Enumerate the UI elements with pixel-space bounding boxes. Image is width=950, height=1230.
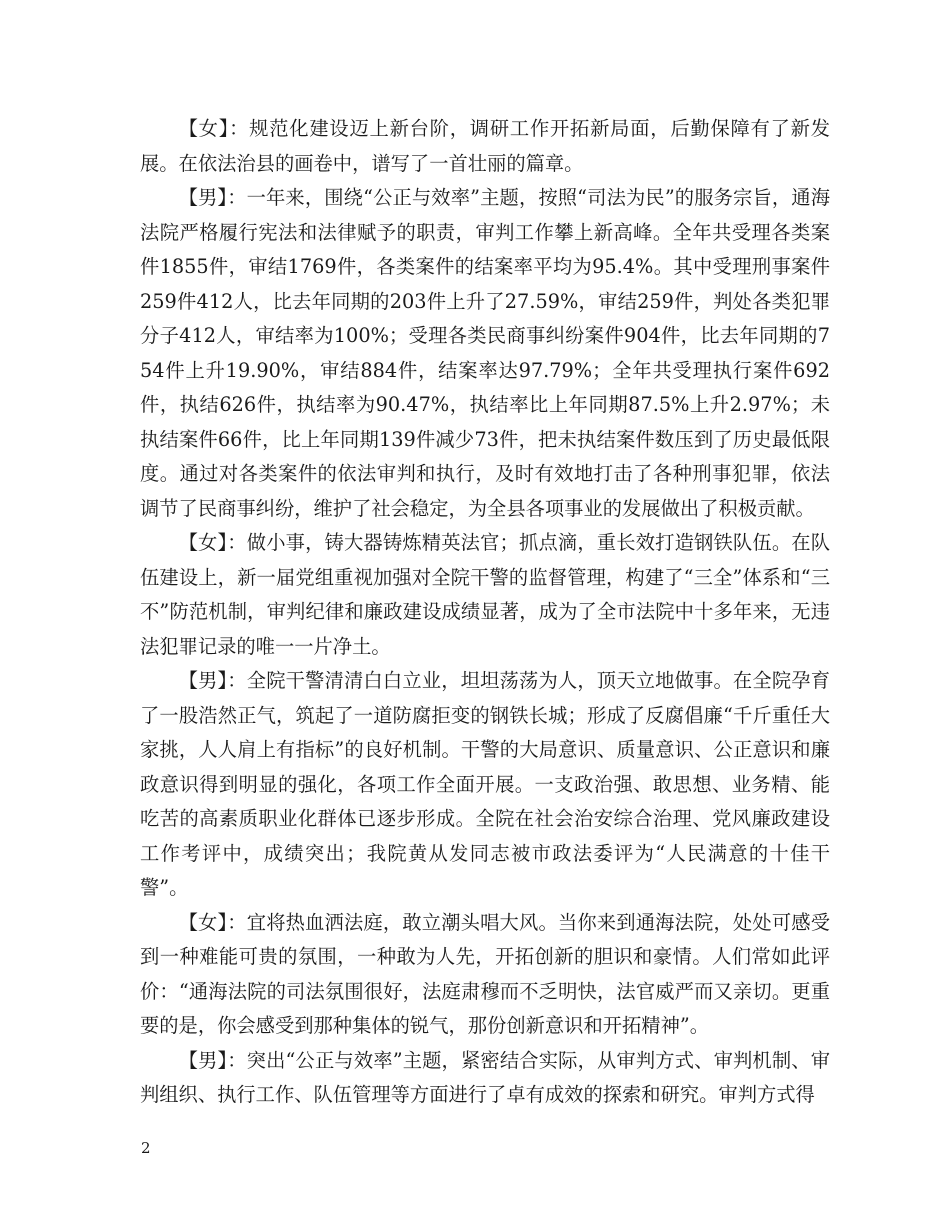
speaker-label: 【女】: [178, 531, 228, 554]
paragraph-text: ：规范化建设迈上新台阶，调研工作开拓新局面，后勤保障有了新发展。在依法治县的画卷中，谱写了一首壮丽的篇章。: [140, 117, 831, 175]
paragraph-text: ：宜将热血洒法庭，敢立潮头唱大风。当你来到通海法院，处处可感受到一种难能可贵的氛围，一种敢为人先，开拓创新的胆识和豪情。人们常如此评价：“通海法院的司法氛围很好，法庭肃穆而不乏明快，法官威严而又亲切。更重要的是，你会感受到那种集体的锐气，那份创新意识和开拓精神”。: [140, 910, 830, 1037]
paragraph-male-2: [140, 664, 830, 906]
paragraph-text: ：全院干警清清白白立业，坦坦荡荡为人，顶天立地做事。在全院孕育了一股浩然正气，筑起了一道防腐拒变的钢铁长城；形成了反腐倡廉“千斤重任大家挑，人人肩上有指标”的良好机制。干警的大局意识、质量意识、公正意识和廉政意识得到明显的强化，各项工作全面开展。一支政治强、敢思想、业务精、能吃苦的高素质职业化群体已逐步形成。全院在社会治安综合治理、党风廉政建设工作考评中，成绩突出；我院黄从发同志被市政法委评为“人民满意的十佳干警”。: [140, 669, 830, 899]
paragraph-text: ：做小事，铸大器铸炼精英法官；抓点滴，重长效打造钢铁队伍。在队伍建设上，新一届党组重视加强对全院干警的监督管理，构建了“三全”体系和“三不”防范机制，审判纪律和廉政建设成绩显著，成为了全市法院中十多年来，无违法犯罪记录的唯一一片净土。: [140, 531, 830, 658]
speaker-label: 【女】: [178, 117, 230, 140]
speaker-label: 【男】: [178, 1048, 228, 1072]
paragraph-female-3: [140, 906, 830, 1044]
paragraph-male-1: [140, 181, 830, 526]
paragraph-text: ：突出“公正与效率”主题，紧密结合实际，从审判方式、审判机制、审判组织、执行工作、队伍管理等方面进行了卓有成效的探索和研究。审判方式得: [140, 1048, 831, 1106]
speaker-label: 【男】: [178, 186, 228, 209]
paragraph-female-1: [140, 112, 830, 181]
paragraph-male-3: [140, 1044, 830, 1113]
body-text: [140, 112, 830, 1113]
speaker-label: 【女】: [178, 910, 228, 934]
page-number: 2: [141, 1139, 151, 1157]
speaker-label: 【男】: [178, 669, 228, 692]
paragraph-text: ：一年来，围绕“公正与效率”主题，按照“司法为民”的服务宗旨，通海法院严格履行宪法和法律赋予的职责，审判工作攀上新高峰。全年共受理各类案件1855件，审结1769件，各类案件的结案率平均为95.4%。其中受理刑事案件259件412人，比去年同期的203件上升了27.59%，审结259件，判处各类犯罪分子412人，审结率为100%；受理各类民商事纠纷案件904件，比去年同期的754件上升19.90%，审结884件，结案率达97.79%；全年共受理执行案件692件，执结626件，执结率为90.47%，执结率比上年同期87.5%上升2.97%；未执结案件66件，比上年同期139件减少73件，把未执结案件数压到了历史最低限度。通过对各类案件的依法审判和执行，及时有效地打击了各种刑事犯罪，依法调节了民商事纠纷，维护了社会稳定，为全县各项事业的发展做出了积极贡献。: [140, 186, 830, 520]
paragraph-female-2: [140, 526, 830, 664]
